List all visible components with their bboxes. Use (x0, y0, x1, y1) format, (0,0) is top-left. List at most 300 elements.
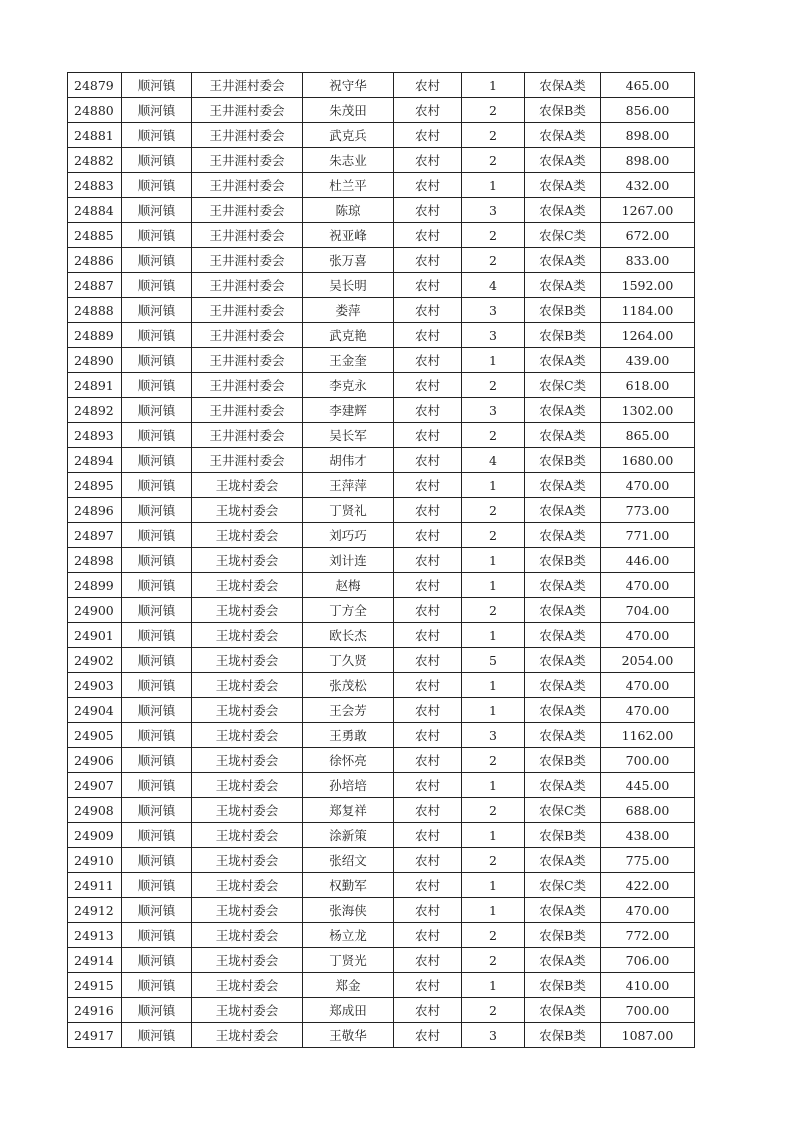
record-id-cell: 24908 (68, 798, 122, 823)
insurance-category-cell: 农保A类 (525, 273, 601, 298)
insurance-category-cell: 农保B类 (525, 323, 601, 348)
village-committee-cell: 王井涯村委会 (192, 248, 303, 273)
town-cell: 顺河镇 (122, 223, 192, 248)
household-size-cell: 3 (462, 723, 525, 748)
area-type-cell: 农村 (394, 1023, 462, 1048)
amount-cell: 771.00 (601, 523, 695, 548)
table-row (68, 673, 695, 698)
town-cell: 顺河镇 (122, 398, 192, 423)
village-committee-cell: 王垅村委会 (192, 973, 303, 998)
table-row (68, 598, 695, 623)
person-name-cell: 吴长军 (303, 423, 394, 448)
amount-cell: 1184.00 (601, 298, 695, 323)
town-cell: 顺河镇 (122, 648, 192, 673)
insurance-category-cell: 农保B类 (525, 923, 601, 948)
record-id-cell: 24889 (68, 323, 122, 348)
table-row (68, 898, 695, 923)
table-row (68, 198, 695, 223)
household-size-cell: 2 (462, 248, 525, 273)
household-size-cell: 1 (462, 573, 525, 598)
record-id-cell: 24905 (68, 723, 122, 748)
amount-cell: 438.00 (601, 823, 695, 848)
household-size-cell: 4 (462, 448, 525, 473)
amount-cell: 856.00 (601, 98, 695, 123)
village-committee-cell: 王垅村委会 (192, 623, 303, 648)
record-id-cell: 24885 (68, 223, 122, 248)
household-size-cell: 2 (462, 373, 525, 398)
insurance-category-cell: 农保A类 (525, 248, 601, 273)
town-cell: 顺河镇 (122, 773, 192, 798)
amount-cell: 1264.00 (601, 323, 695, 348)
person-name-cell: 王萍萍 (303, 473, 394, 498)
village-committee-cell: 王垅村委会 (192, 773, 303, 798)
amount-cell: 445.00 (601, 773, 695, 798)
record-id-cell: 24900 (68, 598, 122, 623)
household-size-cell: 3 (462, 298, 525, 323)
person-name-cell: 祝亚峰 (303, 223, 394, 248)
household-size-cell: 1 (462, 823, 525, 848)
household-size-cell: 5 (462, 648, 525, 673)
town-cell: 顺河镇 (122, 873, 192, 898)
village-committee-cell: 王井涯村委会 (192, 273, 303, 298)
amount-cell: 470.00 (601, 473, 695, 498)
person-name-cell: 王勇敢 (303, 723, 394, 748)
table-row (68, 373, 695, 398)
person-name-cell: 朱志业 (303, 148, 394, 173)
area-type-cell: 农村 (394, 548, 462, 573)
table-row (68, 998, 695, 1023)
area-type-cell: 农村 (394, 848, 462, 873)
area-type-cell: 农村 (394, 898, 462, 923)
area-type-cell: 农村 (394, 698, 462, 723)
table-body (68, 73, 695, 1048)
record-id-cell: 24904 (68, 698, 122, 723)
village-committee-cell: 王垅村委会 (192, 723, 303, 748)
person-name-cell: 丁久贤 (303, 648, 394, 673)
town-cell: 顺河镇 (122, 373, 192, 398)
amount-cell: 672.00 (601, 223, 695, 248)
amount-cell: 465.00 (601, 73, 695, 98)
person-name-cell: 涂新策 (303, 823, 394, 848)
area-type-cell: 农村 (394, 748, 462, 773)
person-name-cell: 祝守华 (303, 73, 394, 98)
record-id-cell: 24881 (68, 123, 122, 148)
village-committee-cell: 王垅村委会 (192, 548, 303, 573)
insurance-category-cell: 农保C类 (525, 223, 601, 248)
town-cell: 顺河镇 (122, 423, 192, 448)
area-type-cell: 农村 (394, 173, 462, 198)
table-row (68, 773, 695, 798)
town-cell: 顺河镇 (122, 348, 192, 373)
village-committee-cell: 王井涯村委会 (192, 448, 303, 473)
amount-cell: 688.00 (601, 798, 695, 823)
person-name-cell: 胡伟才 (303, 448, 394, 473)
insurance-category-cell: 农保C类 (525, 873, 601, 898)
area-type-cell: 农村 (394, 448, 462, 473)
area-type-cell: 农村 (394, 673, 462, 698)
table-row (68, 848, 695, 873)
area-type-cell: 农村 (394, 98, 462, 123)
village-committee-cell: 王垅村委会 (192, 498, 303, 523)
area-type-cell: 农村 (394, 423, 462, 448)
household-size-cell: 2 (462, 523, 525, 548)
household-size-cell: 2 (462, 423, 525, 448)
insurance-category-cell: 农保A类 (525, 348, 601, 373)
household-size-cell: 1 (462, 623, 525, 648)
area-type-cell: 农村 (394, 973, 462, 998)
household-size-cell: 2 (462, 123, 525, 148)
amount-cell: 470.00 (601, 898, 695, 923)
household-size-cell: 1 (462, 548, 525, 573)
person-name-cell: 王敬华 (303, 1023, 394, 1048)
household-size-cell: 1 (462, 73, 525, 98)
household-size-cell: 1 (462, 473, 525, 498)
village-committee-cell: 王井涯村委会 (192, 173, 303, 198)
area-type-cell: 农村 (394, 148, 462, 173)
household-size-cell: 2 (462, 148, 525, 173)
person-name-cell: 丁贤光 (303, 948, 394, 973)
village-committee-cell: 王井涯村委会 (192, 398, 303, 423)
household-size-cell: 2 (462, 948, 525, 973)
town-cell: 顺河镇 (122, 973, 192, 998)
person-name-cell: 刘巧巧 (303, 523, 394, 548)
person-name-cell: 李建辉 (303, 398, 394, 423)
area-type-cell: 农村 (394, 373, 462, 398)
village-committee-cell: 王井涯村委会 (192, 348, 303, 373)
household-size-cell: 4 (462, 273, 525, 298)
person-name-cell: 刘计连 (303, 548, 394, 573)
town-cell: 顺河镇 (122, 598, 192, 623)
area-type-cell: 农村 (394, 398, 462, 423)
household-size-cell: 1 (462, 698, 525, 723)
village-committee-cell: 王垅村委会 (192, 573, 303, 598)
record-id-cell: 24898 (68, 548, 122, 573)
table-row (68, 523, 695, 548)
person-name-cell: 王金奎 (303, 348, 394, 373)
table-row (68, 648, 695, 673)
person-name-cell: 武克兵 (303, 123, 394, 148)
village-committee-cell: 王垅村委会 (192, 848, 303, 873)
amount-cell: 833.00 (601, 248, 695, 273)
amount-cell: 432.00 (601, 173, 695, 198)
table-row (68, 148, 695, 173)
table-row (68, 548, 695, 573)
town-cell: 顺河镇 (122, 573, 192, 598)
town-cell: 顺河镇 (122, 898, 192, 923)
household-size-cell: 1 (462, 173, 525, 198)
town-cell: 顺河镇 (122, 198, 192, 223)
insurance-category-cell: 农保B类 (525, 448, 601, 473)
record-id-cell: 24895 (68, 473, 122, 498)
area-type-cell: 农村 (394, 948, 462, 973)
table-row (68, 798, 695, 823)
town-cell: 顺河镇 (122, 698, 192, 723)
town-cell: 顺河镇 (122, 123, 192, 148)
record-id-cell: 24899 (68, 573, 122, 598)
village-committee-cell: 王垅村委会 (192, 823, 303, 848)
town-cell: 顺河镇 (122, 473, 192, 498)
table-row (68, 748, 695, 773)
area-type-cell: 农村 (394, 498, 462, 523)
amount-cell: 773.00 (601, 498, 695, 523)
amount-cell: 1680.00 (601, 448, 695, 473)
person-name-cell: 王会芳 (303, 698, 394, 723)
household-size-cell: 2 (462, 223, 525, 248)
village-committee-cell: 王井涯村委会 (192, 223, 303, 248)
insurance-category-cell: 农保A类 (525, 898, 601, 923)
record-id-cell: 24879 (68, 73, 122, 98)
village-committee-cell: 王井涯村委会 (192, 423, 303, 448)
amount-cell: 700.00 (601, 998, 695, 1023)
area-type-cell: 农村 (394, 223, 462, 248)
person-name-cell: 娄萍 (303, 298, 394, 323)
insurance-category-cell: 农保B类 (525, 823, 601, 848)
household-size-cell: 2 (462, 798, 525, 823)
town-cell: 顺河镇 (122, 798, 192, 823)
amount-cell: 2054.00 (601, 648, 695, 673)
household-size-cell: 2 (462, 998, 525, 1023)
record-id-cell: 24901 (68, 623, 122, 648)
village-committee-cell: 王垅村委会 (192, 598, 303, 623)
amount-cell: 1087.00 (601, 1023, 695, 1048)
insurance-category-cell: 农保B类 (525, 1023, 601, 1048)
amount-cell: 772.00 (601, 923, 695, 948)
record-id-cell: 24916 (68, 998, 122, 1023)
insurance-category-cell: 农保A类 (525, 848, 601, 873)
town-cell: 顺河镇 (122, 498, 192, 523)
table-row (68, 423, 695, 448)
town-cell: 顺河镇 (122, 673, 192, 698)
insurance-category-cell: 农保A类 (525, 423, 601, 448)
record-id-cell: 24907 (68, 773, 122, 798)
village-committee-cell: 王井涯村委会 (192, 373, 303, 398)
insurance-category-cell: 农保B类 (525, 548, 601, 573)
area-type-cell: 农村 (394, 648, 462, 673)
village-committee-cell: 王垅村委会 (192, 473, 303, 498)
town-cell: 顺河镇 (122, 523, 192, 548)
town-cell: 顺河镇 (122, 948, 192, 973)
household-size-cell: 1 (462, 873, 525, 898)
town-cell: 顺河镇 (122, 98, 192, 123)
household-size-cell: 1 (462, 973, 525, 998)
town-cell: 顺河镇 (122, 548, 192, 573)
area-type-cell: 农村 (394, 623, 462, 648)
table-row (68, 273, 695, 298)
household-size-cell: 3 (462, 398, 525, 423)
village-committee-cell: 王垅村委会 (192, 798, 303, 823)
amount-cell: 1302.00 (601, 398, 695, 423)
record-id-cell: 24902 (68, 648, 122, 673)
area-type-cell: 农村 (394, 823, 462, 848)
person-name-cell: 丁贤礼 (303, 498, 394, 523)
person-name-cell: 陈琼 (303, 198, 394, 223)
record-id-cell: 24892 (68, 398, 122, 423)
amount-cell: 898.00 (601, 123, 695, 148)
town-cell: 顺河镇 (122, 998, 192, 1023)
amount-cell: 1592.00 (601, 273, 695, 298)
town-cell: 顺河镇 (122, 1023, 192, 1048)
person-name-cell: 欧长杰 (303, 623, 394, 648)
insurance-category-cell: 农保C类 (525, 373, 601, 398)
area-type-cell: 农村 (394, 773, 462, 798)
area-type-cell: 农村 (394, 523, 462, 548)
insurance-category-cell: 农保B类 (525, 748, 601, 773)
person-name-cell: 郑复祥 (303, 798, 394, 823)
insurance-category-cell: 农保B类 (525, 298, 601, 323)
village-committee-cell: 王垅村委会 (192, 673, 303, 698)
insurance-category-cell: 农保A类 (525, 773, 601, 798)
records-table (67, 72, 695, 1048)
person-name-cell: 吴长明 (303, 273, 394, 298)
insurance-category-cell: 农保A类 (525, 598, 601, 623)
household-size-cell: 1 (462, 673, 525, 698)
record-id-cell: 24890 (68, 348, 122, 373)
area-type-cell: 农村 (394, 473, 462, 498)
household-size-cell: 2 (462, 923, 525, 948)
record-id-cell: 24915 (68, 973, 122, 998)
insurance-category-cell: 农保B类 (525, 98, 601, 123)
amount-cell: 470.00 (601, 698, 695, 723)
area-type-cell: 农村 (394, 798, 462, 823)
record-id-cell: 24880 (68, 98, 122, 123)
amount-cell: 700.00 (601, 748, 695, 773)
area-type-cell: 农村 (394, 573, 462, 598)
insurance-category-cell: 农保A类 (525, 523, 601, 548)
town-cell: 顺河镇 (122, 148, 192, 173)
record-id-cell: 24894 (68, 448, 122, 473)
table-row (68, 873, 695, 898)
area-type-cell: 农村 (394, 348, 462, 373)
table-row (68, 923, 695, 948)
record-id-cell: 24893 (68, 423, 122, 448)
insurance-category-cell: 农保A类 (525, 998, 601, 1023)
amount-cell: 470.00 (601, 573, 695, 598)
table-row (68, 173, 695, 198)
record-id-cell: 24884 (68, 198, 122, 223)
record-id-cell: 24909 (68, 823, 122, 848)
village-committee-cell: 王井涯村委会 (192, 323, 303, 348)
record-id-cell: 24891 (68, 373, 122, 398)
person-name-cell: 张万喜 (303, 248, 394, 273)
insurance-category-cell: 农保A类 (525, 948, 601, 973)
amount-cell: 422.00 (601, 873, 695, 898)
record-id-cell: 24896 (68, 498, 122, 523)
table-row (68, 348, 695, 373)
amount-cell: 898.00 (601, 148, 695, 173)
person-name-cell: 徐怀亮 (303, 748, 394, 773)
area-type-cell: 农村 (394, 598, 462, 623)
village-committee-cell: 王垅村委会 (192, 698, 303, 723)
insurance-category-cell: 农保A类 (525, 698, 601, 723)
household-size-cell: 2 (462, 98, 525, 123)
record-id-cell: 24911 (68, 873, 122, 898)
insurance-category-cell: 农保A类 (525, 148, 601, 173)
area-type-cell: 农村 (394, 273, 462, 298)
record-id-cell: 24886 (68, 248, 122, 273)
insurance-category-cell: 农保A类 (525, 573, 601, 598)
record-id-cell: 24906 (68, 748, 122, 773)
village-committee-cell: 王井涯村委会 (192, 298, 303, 323)
area-type-cell: 农村 (394, 198, 462, 223)
insurance-category-cell: 农保B类 (525, 973, 601, 998)
record-id-cell: 24903 (68, 673, 122, 698)
insurance-category-cell: 农保C类 (525, 798, 601, 823)
household-size-cell: 2 (462, 848, 525, 873)
record-id-cell: 24913 (68, 923, 122, 948)
area-type-cell: 农村 (394, 873, 462, 898)
area-type-cell: 农村 (394, 298, 462, 323)
table-row (68, 823, 695, 848)
person-name-cell: 杜兰平 (303, 173, 394, 198)
village-committee-cell: 王垅村委会 (192, 748, 303, 773)
table-row (68, 573, 695, 598)
record-id-cell: 24917 (68, 1023, 122, 1048)
household-size-cell: 3 (462, 1023, 525, 1048)
area-type-cell: 农村 (394, 73, 462, 98)
area-type-cell: 农村 (394, 323, 462, 348)
record-id-cell: 24883 (68, 173, 122, 198)
person-name-cell: 丁方全 (303, 598, 394, 623)
town-cell: 顺河镇 (122, 623, 192, 648)
amount-cell: 1267.00 (601, 198, 695, 223)
household-size-cell: 1 (462, 898, 525, 923)
table-row (68, 73, 695, 98)
town-cell: 顺河镇 (122, 248, 192, 273)
village-committee-cell: 王井涯村委会 (192, 98, 303, 123)
person-name-cell: 杨立龙 (303, 923, 394, 948)
table-row (68, 623, 695, 648)
town-cell: 顺河镇 (122, 173, 192, 198)
area-type-cell: 农村 (394, 723, 462, 748)
record-id-cell: 24888 (68, 298, 122, 323)
village-committee-cell: 王垅村委会 (192, 923, 303, 948)
person-name-cell: 张海侠 (303, 898, 394, 923)
household-size-cell: 2 (462, 498, 525, 523)
town-cell: 顺河镇 (122, 748, 192, 773)
amount-cell: 618.00 (601, 373, 695, 398)
household-size-cell: 1 (462, 348, 525, 373)
amount-cell: 410.00 (601, 973, 695, 998)
person-name-cell: 张茂松 (303, 673, 394, 698)
town-cell: 顺河镇 (122, 73, 192, 98)
town-cell: 顺河镇 (122, 848, 192, 873)
amount-cell: 775.00 (601, 848, 695, 873)
person-name-cell: 武克艳 (303, 323, 394, 348)
household-size-cell: 2 (462, 598, 525, 623)
village-committee-cell: 王垅村委会 (192, 523, 303, 548)
village-committee-cell: 王井涯村委会 (192, 123, 303, 148)
insurance-category-cell: 农保A类 (525, 673, 601, 698)
record-id-cell: 24897 (68, 523, 122, 548)
record-id-cell: 24912 (68, 898, 122, 923)
insurance-category-cell: 农保A类 (525, 173, 601, 198)
table-row (68, 473, 695, 498)
table-row (68, 723, 695, 748)
insurance-category-cell: 农保A类 (525, 498, 601, 523)
amount-cell: 706.00 (601, 948, 695, 973)
table-row (68, 223, 695, 248)
village-committee-cell: 王垅村委会 (192, 1023, 303, 1048)
record-id-cell: 24887 (68, 273, 122, 298)
person-name-cell: 朱茂田 (303, 98, 394, 123)
record-id-cell: 24882 (68, 148, 122, 173)
insurance-category-cell: 农保A类 (525, 123, 601, 148)
person-name-cell: 赵梅 (303, 573, 394, 598)
household-size-cell: 3 (462, 198, 525, 223)
insurance-category-cell: 农保A类 (525, 648, 601, 673)
village-committee-cell: 王垅村委会 (192, 948, 303, 973)
area-type-cell: 农村 (394, 248, 462, 273)
